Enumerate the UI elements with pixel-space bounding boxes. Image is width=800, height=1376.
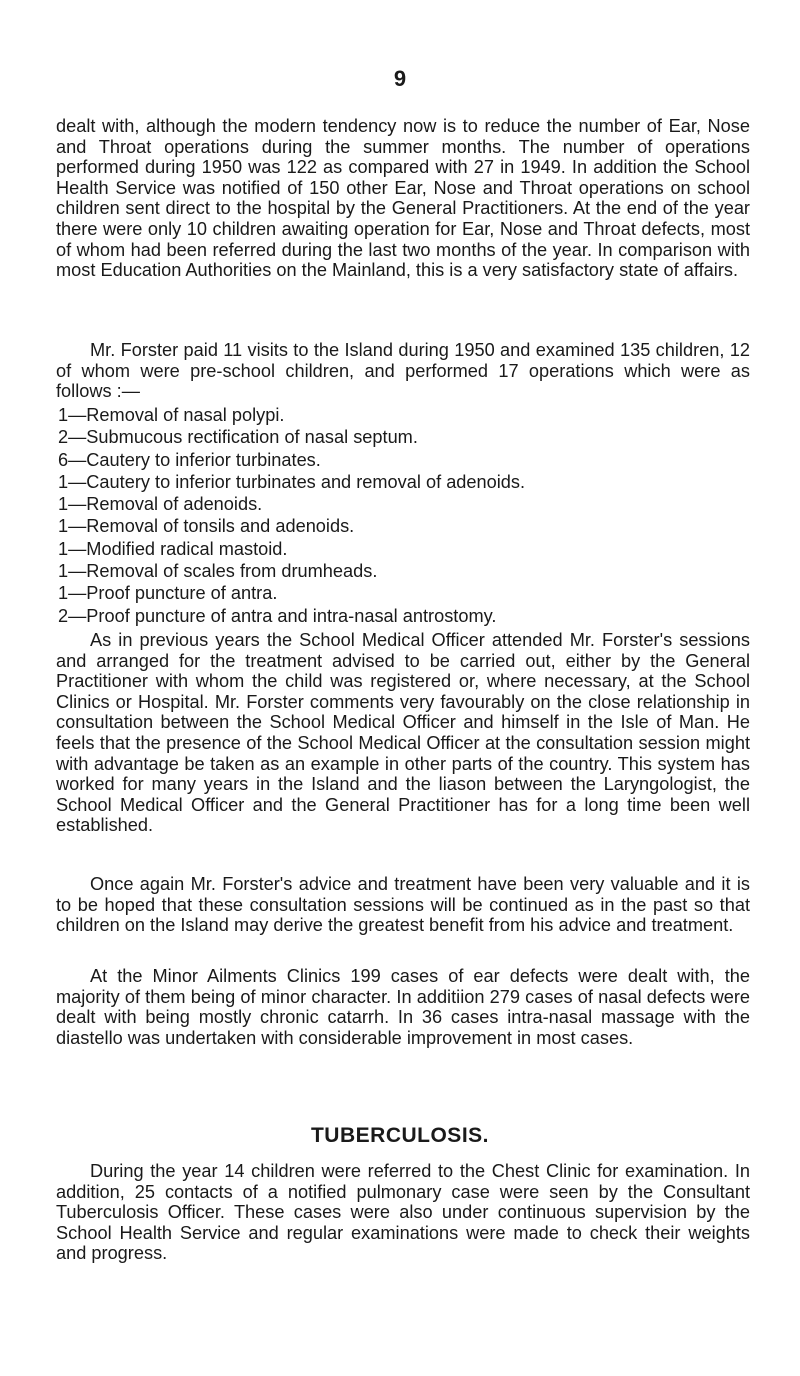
list-item: 1—Removal of scales from drumheads. — [58, 561, 378, 582]
list-item: 2—Submucous rectification of nasal septum. — [58, 427, 418, 448]
page-number: 9 — [393, 66, 407, 91]
list-item: 1—Proof puncture of antra. — [58, 583, 278, 604]
paragraph-ent-operations: dealt with, although the modern tendency now is to reduce the number of Ear, Nose and Throat operations during the summer months. The number of operations performed during 1950 was 122 as compared with 27 in 1949. In addition the School Health Service was notified of 150 other Ear, Nose and Throat operations on school children sent direct to the hospital by the General Practitioners. At the end of the year there were only 10 children awaiting operation for Ear, Nose and Throat defects, most of whom had been referred during the last two months of the year. In comparison with most Education Authorities on the Mainland, this is a very satisfactory state of affairs. — [56, 116, 750, 281]
operations-list — [58, 404, 525, 627]
paragraph-consultation-sessions: As in previous years the School Medical Officer attended Mr. Forster's sessions and arranged for the treatment advised to be carried out, either by the General Practitioner with whom the child was registered or, where necessary, at the School Clinics or Hospital. Mr. Forster comments very favourably on the close relationship in consultation between the School Medical Officer and himself in the Isle of Man. He feels that the presence of the School Medical Officer at the consultation session might with advantage be taken as an example in other parts of the country. This system has worked for many years in the Island and the liason between the Laryngologist, the School Medical Officer and the General Practitioner has for a long time been well established. — [56, 630, 750, 836]
list-item: 1—Cautery to inferior turbinates and removal of adenoids. — [58, 471, 526, 492]
paragraph-forster-visits: Mr. Forster paid 11 visits to the Island during 1950 and examined 135 children, 12 of whom were pre-school children, and performed 17 operations which were as follows :— — [56, 340, 750, 402]
list-item: 1—Removal of adenoids. — [58, 494, 263, 515]
paragraph-minor-ailments: At the Minor Ailments Clinics 199 cases of ear defects were dealt with, the majority of them being of minor character. In additiion 279 cases of nasal defects were dealt with being mostly chronic catarrh. In 36 cases intra-nasal massage with the diastello was undertaken with considerable improvement in most cases. — [56, 966, 750, 1048]
section-heading-tuberculosis: TUBERCULOSIS. — [310, 1124, 489, 1147]
list-item: 1—Removal of nasal polypi. — [58, 405, 285, 425]
list-item: 2—Proof puncture of antra and intra-nasal antrostomy. — [58, 605, 497, 626]
paragraph-forster-advice: Once again Mr. Forster's advice and treatment have been very valuable and it is to be hoped that these consultation sessions will be continued as in the past so that children on the Island may derive the greatest benefit from his advice and treatment. — [56, 874, 750, 936]
list-item: 1—Modified radical mastoid. — [58, 538, 288, 559]
list-item: 6—Cautery to inferior turbinates. — [58, 449, 321, 470]
list-item: 1—Removal of tonsils and adenoids. — [58, 516, 355, 537]
paragraph-tuberculosis: During the year 14 children were referred to the Chest Clinic for examination. In addition, 25 contacts of a notified pulmonary case were seen by the Consultant Tuberculosis Officer. These cases were also under continuous supervision by the School Health Service and regular examinations were made to check their weights and progress. — [56, 1161, 750, 1264]
